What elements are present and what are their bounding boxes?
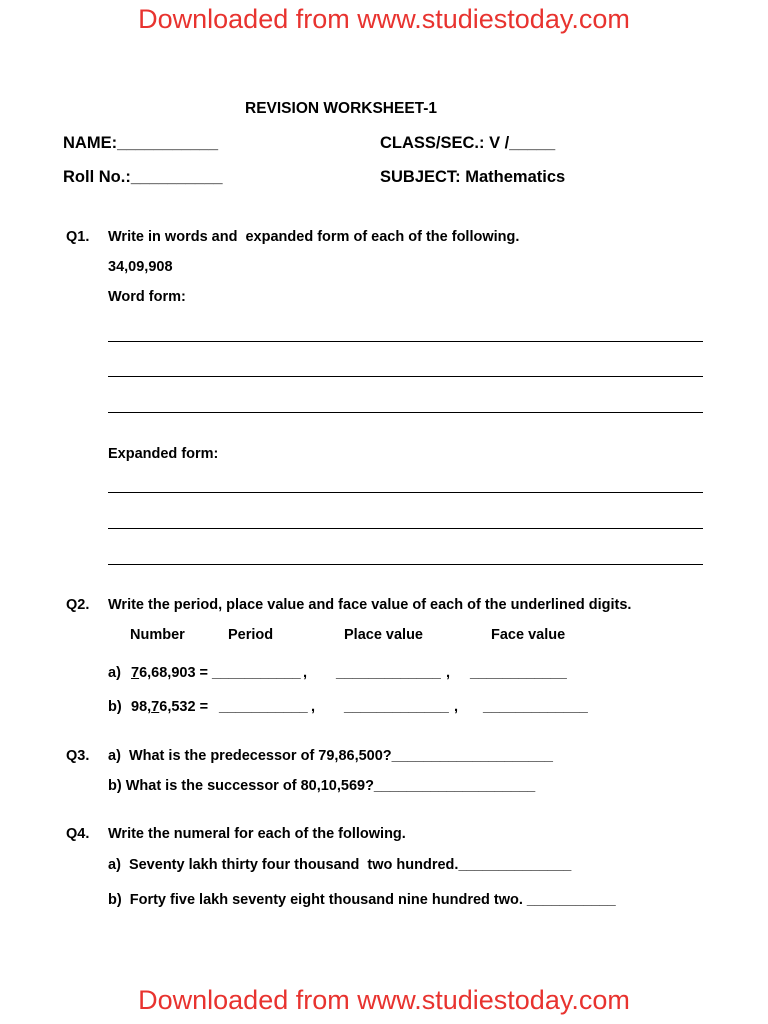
q3-number: Q3. (66, 748, 90, 764)
subject-field: SUBJECT: Mathematics (380, 168, 566, 186)
q3a-question: a) What is the predecessor of 79,86,500?____________________ (108, 748, 553, 764)
q2b-period-blank: ___________ (219, 699, 308, 715)
q4-instruction: Write the numeral for each of the following. (108, 826, 406, 842)
q2b-face-value-blank: _____________ (483, 699, 588, 715)
word-form-label: Word form: (108, 289, 186, 305)
q2b-underlined-digit: 7 (151, 699, 160, 715)
q2a-underlined-digit: 7 (131, 665, 140, 681)
q2b-number: 98,76,532 = (131, 699, 209, 715)
q2b-separator-2: , (454, 699, 459, 715)
q4-number: Q4. (66, 826, 90, 842)
column-header-place-value: Place value (344, 627, 423, 643)
name-field: NAME:___________ (63, 134, 219, 152)
column-header-face-value: Face value (491, 627, 566, 643)
q2a-separator-1: , (303, 665, 308, 681)
q2b-label: b) (108, 699, 122, 715)
expanded-form-answer-line-3 (108, 564, 703, 565)
q2a-period-blank: ___________ (212, 665, 301, 681)
q2-number: Q2. (66, 597, 90, 613)
q2-instruction: Write the period, place value and face value of each of the underlined digits. (108, 597, 632, 613)
column-header-number: Number (130, 627, 185, 643)
roll-number-field: Roll No.:__________ (63, 168, 223, 186)
q2a-label: a) (108, 665, 121, 681)
q4b-question: b) Forty five lakh seventy eight thousand nine hundred two. ___________ (108, 892, 616, 908)
watermark-banner-top: Downloaded from www.studiestoday.com (138, 4, 630, 34)
q2b-place-value-blank: _____________ (344, 699, 449, 715)
expanded-form-label: Expanded form: (108, 446, 219, 462)
q2a-separator-2: , (446, 665, 451, 681)
expanded-form-answer-line-2 (108, 528, 703, 529)
q2a-face-value-blank: ____________ (470, 665, 567, 681)
q1-given-number: 34,09,908 (108, 259, 173, 275)
expanded-form-answer-line-1 (108, 492, 703, 493)
q3b-question: b) What is the successor of 80,10,569?____________________ (108, 778, 536, 794)
q2a-number: 76,68,903 = (131, 665, 209, 681)
q1-number: Q1. (66, 229, 90, 245)
word-form-answer-line-1 (108, 341, 703, 342)
q2b-separator-1: , (311, 699, 316, 715)
class-section-field: CLASS/SEC.: V /_____ (380, 134, 556, 152)
worksheet-title: REVISION WORKSHEET-1 (245, 100, 438, 117)
word-form-answer-line-3 (108, 412, 703, 413)
column-header-period: Period (228, 627, 274, 643)
q4a-question: a) Seventy lakh thirty four thousand two hundred.______________ (108, 857, 572, 873)
word-form-answer-line-2 (108, 376, 703, 377)
watermark-banner-bottom: Downloaded from www.studiestoday.com (138, 985, 630, 1015)
q2a-place-value-blank: _____________ (336, 665, 441, 681)
q1-instruction: Write in words and expanded form of each of the following. (108, 229, 520, 245)
